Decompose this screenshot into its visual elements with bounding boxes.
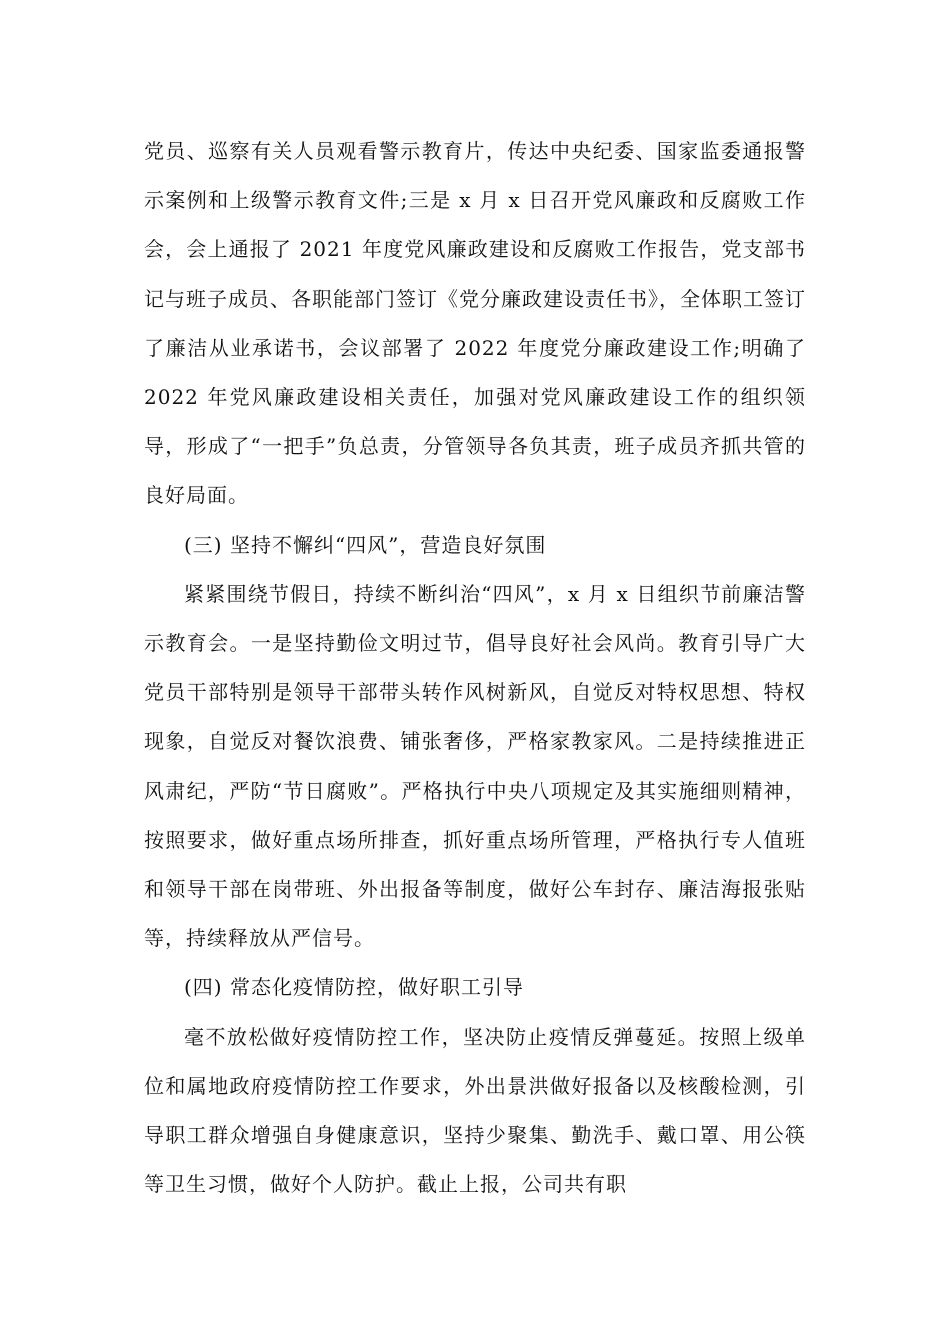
paragraph-continued: 党员、巡察有关人员观看警示教育片，传达中央纪委、国家监委通报警示案例和上级警示教育文件;三是 x 月 x 日召开党风廉政和反腐败工作会，会上通报了 2021 年度党风廉政建设和反腐败工作报告，党支部书记与班子成员、各职能部门签订《党分廉政建设责任书》，全体职工签订了廉洁从业承诺书，会议部署了 2022 年度党分廉政建设工作;明确了 2022 年党风廉政建设相关责任，加强对党风廉政建设工作的组织领导，形成了“一把手”负总责，分管领导各负其责，班子成员齐抓共管的良好局面。 <box>144 139 806 508</box>
section-heading-3: (三) 坚持不懈纠“四风”，营造良好氛围 <box>184 532 547 557</box>
document-body <box>144 127 806 1209</box>
paragraph-section-4: 毫不放松做好疫情防控工作，坚决防止疫情反弹蔓延。按照上级单位和属地政府疫情防控工作要求，外出景洪做好报备以及核酸检测，引导职工群众增强自身健康意识，坚持少聚集、勤洗手、戴口罩、用公筷等卫生习惯，做好个人防护。截止上报，公司共有职 <box>144 1024 806 1197</box>
paragraph-section-3: 紧紧围绕节假日，持续不断纠治“四风”，x 月 x 日组织节前廉洁警示教育会。一是坚持勤俭文明过节，倡导良好社会风尚。教育引导广大党员干部特别是领导干部带头转作风树新风，自觉反对特权思想、特权现象，自觉反对餐饮浪费、铺张奢侈，严格家教家风。二是持续推进正风肃纪，严防“节日腐败”。严格执行中央八项规定及其实施细则精神，按照要求，做好重点场所排查，抓好重点场所管理，严格执行专人值班和领导干部在岗带班、外出报备等制度，做好公车封存、廉洁海报张贴等，持续释放从严信号。 <box>144 581 806 951</box>
section-heading-4: (四) 常态化疫情防控，做好职工引导 <box>184 975 524 1000</box>
